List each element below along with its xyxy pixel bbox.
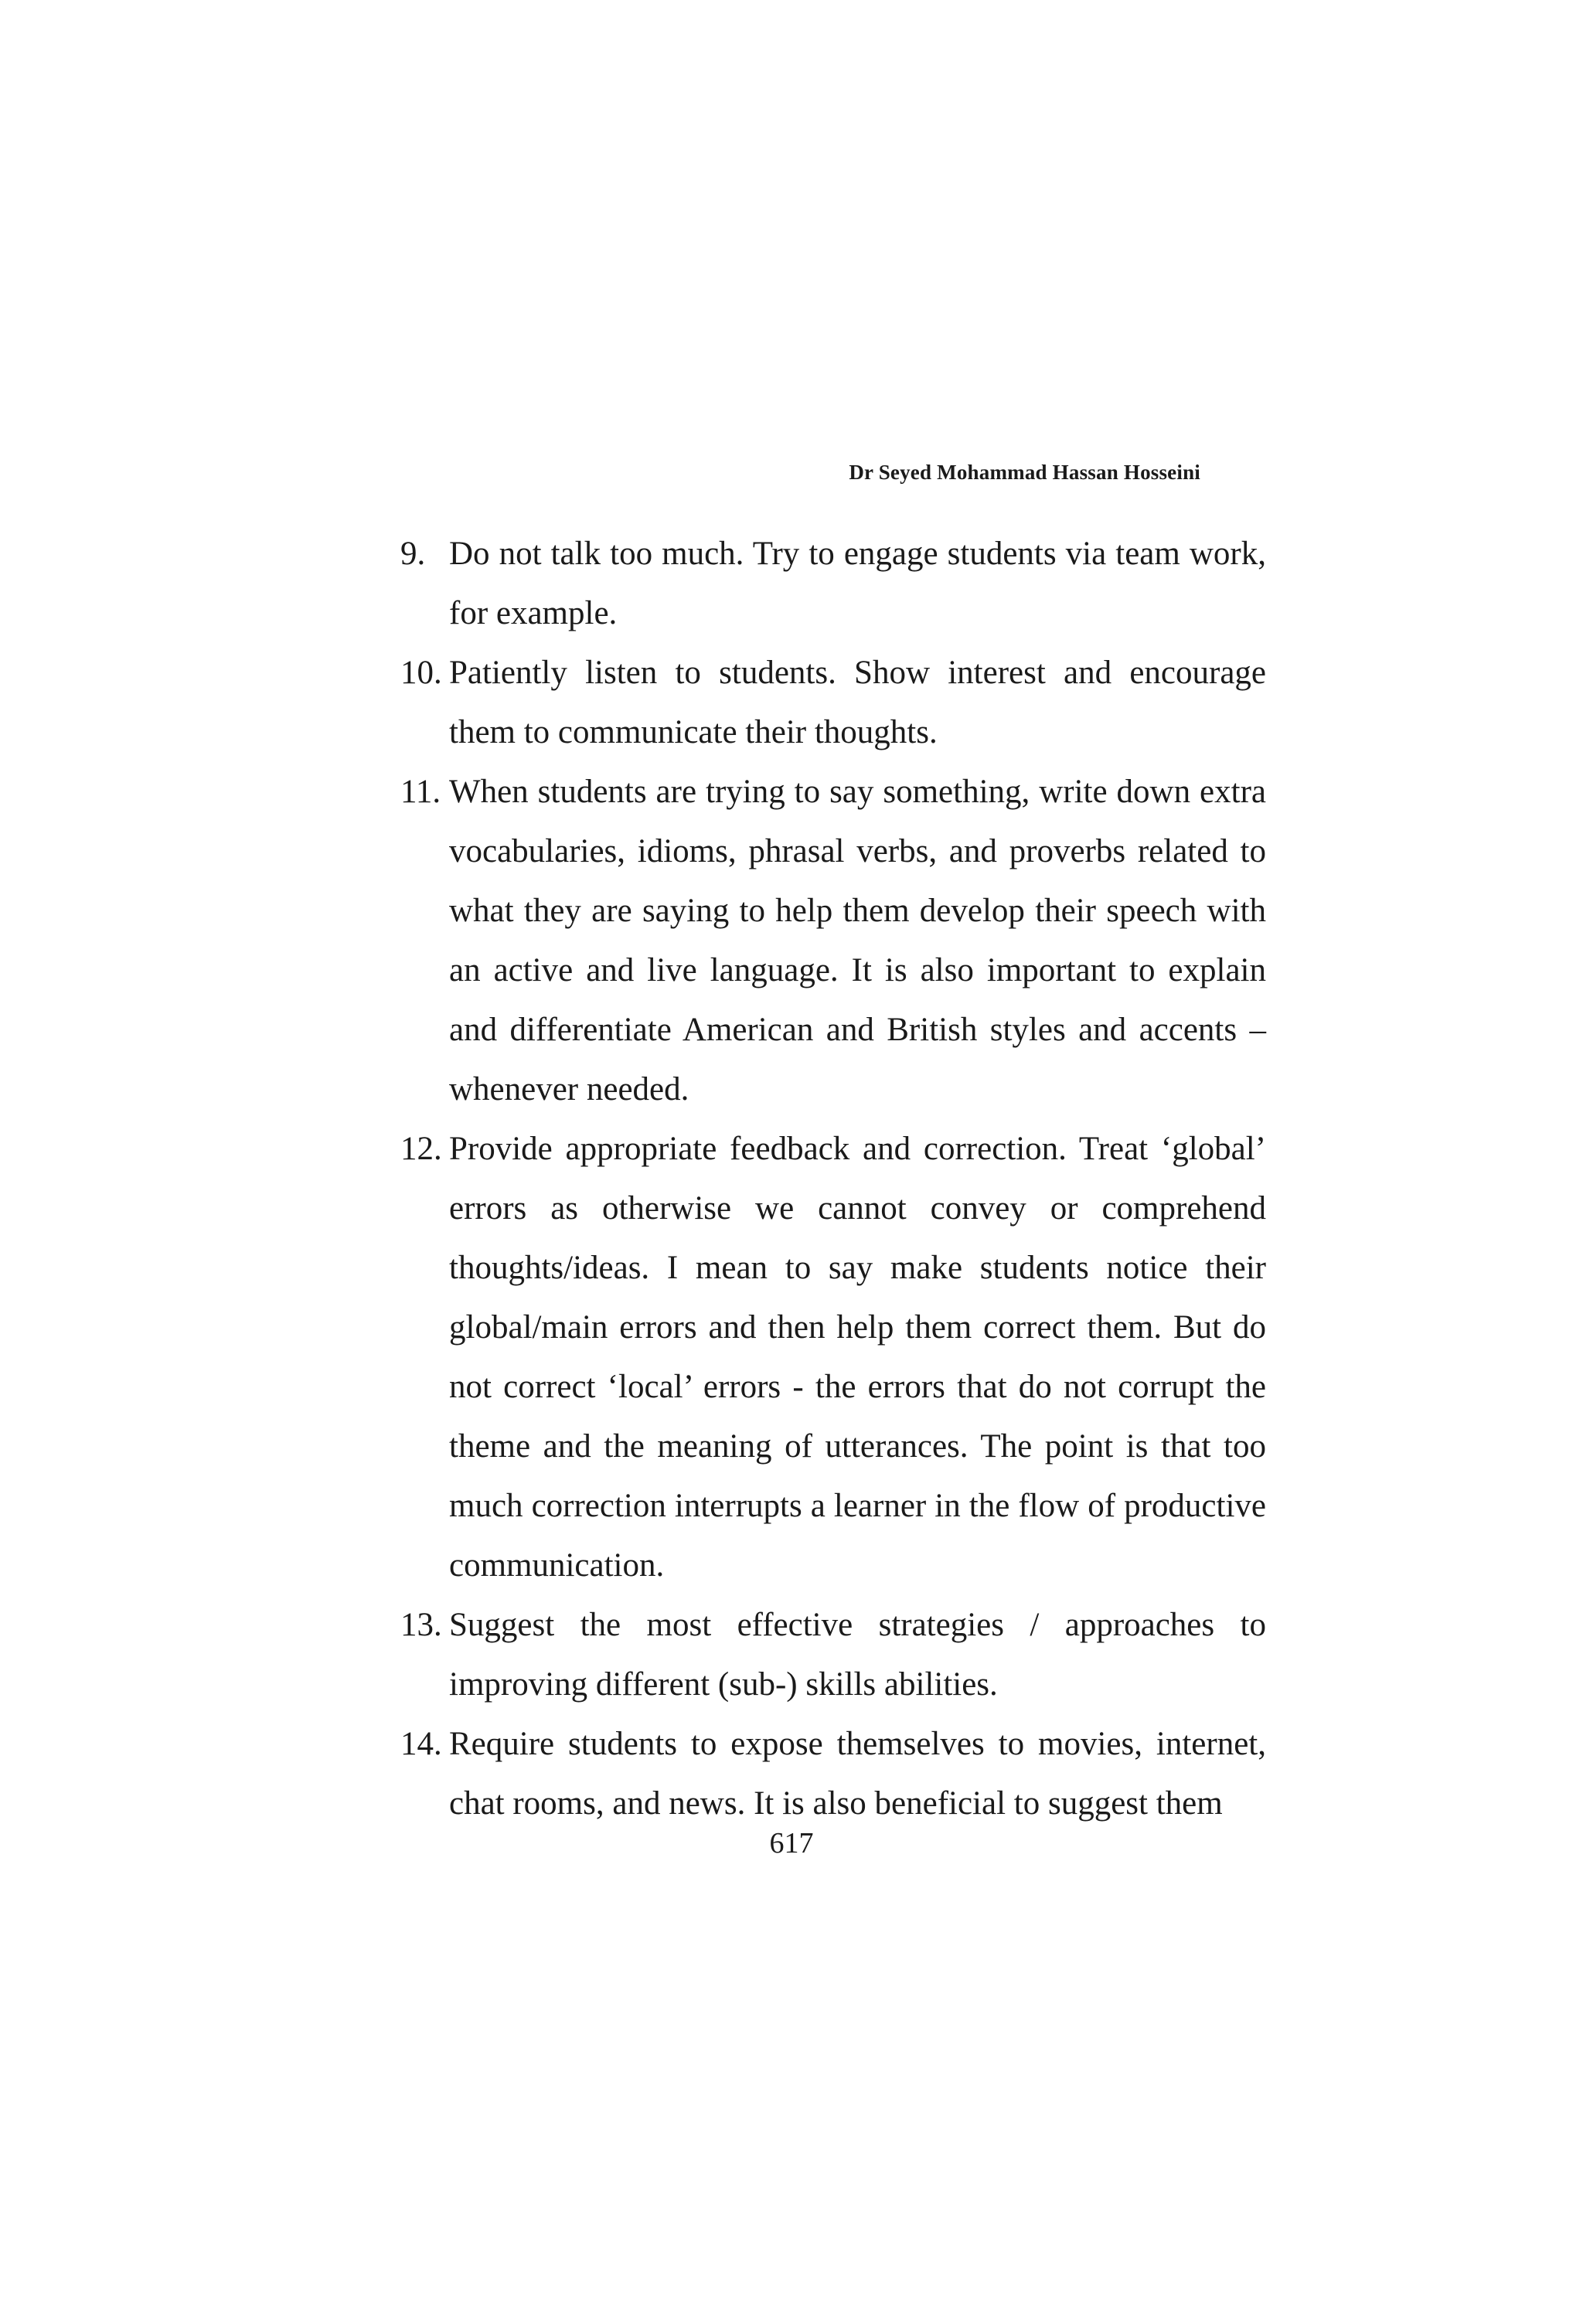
list-item-text: Require students to expose themselves to movies, internet, chat rooms, and news. It is also beneficial to suggest them bbox=[449, 1726, 1266, 1822]
list-item-text: Suggest the most effective strategies / approaches to improving different (sub-) skills abilities. bbox=[449, 1607, 1266, 1703]
list-item bbox=[400, 1119, 1266, 1595]
list-item-text: Provide appropriate feedback and correction. Treat ‘global’ errors as otherwise we cannot convey or comprehend thoughts/ideas. I mean to say make students notice their global/main errors and then help them correct them. But do not correct ‘local’ errors - the errors that do not corrupt the theme and the meaning of utterances. The point is that too much correction interrupts a learner in the flow of productive communication. bbox=[449, 1131, 1266, 1584]
list-item-text: When students are trying to say something, write down extra vocabularies, idioms, phrasal verbs, and proverbs related to what they are saying to help them develop their speech with an active and live language. It is also important to explain and differentiate American and British styles and accents – whenever needed. bbox=[449, 774, 1266, 1108]
list-item-number: 11. bbox=[400, 774, 441, 810]
page-number: 617 bbox=[769, 1827, 814, 1860]
list-item-number: 14. bbox=[400, 1726, 442, 1762]
list-item-text: Patiently listen to students. Show interest and encourage them to communicate their thoughts. bbox=[449, 655, 1266, 750]
list-item bbox=[400, 524, 1266, 643]
list-item bbox=[400, 1714, 1266, 1833]
list-item-text: Do not talk too much. Try to engage students via team work, for example. bbox=[449, 536, 1266, 631]
list-item-number: 10. bbox=[400, 655, 442, 691]
list-item bbox=[400, 1595, 1266, 1714]
recommendation-list bbox=[400, 524, 1266, 1833]
list-item-number: 13. bbox=[400, 1607, 442, 1643]
list-item-number: 12. bbox=[400, 1131, 442, 1167]
list-item bbox=[400, 762, 1266, 1119]
list-item-number: 9. bbox=[400, 536, 426, 572]
running-header-author: Dr Seyed Mohammad Hassan Hosseini bbox=[849, 461, 1200, 484]
list-item bbox=[400, 643, 1266, 762]
